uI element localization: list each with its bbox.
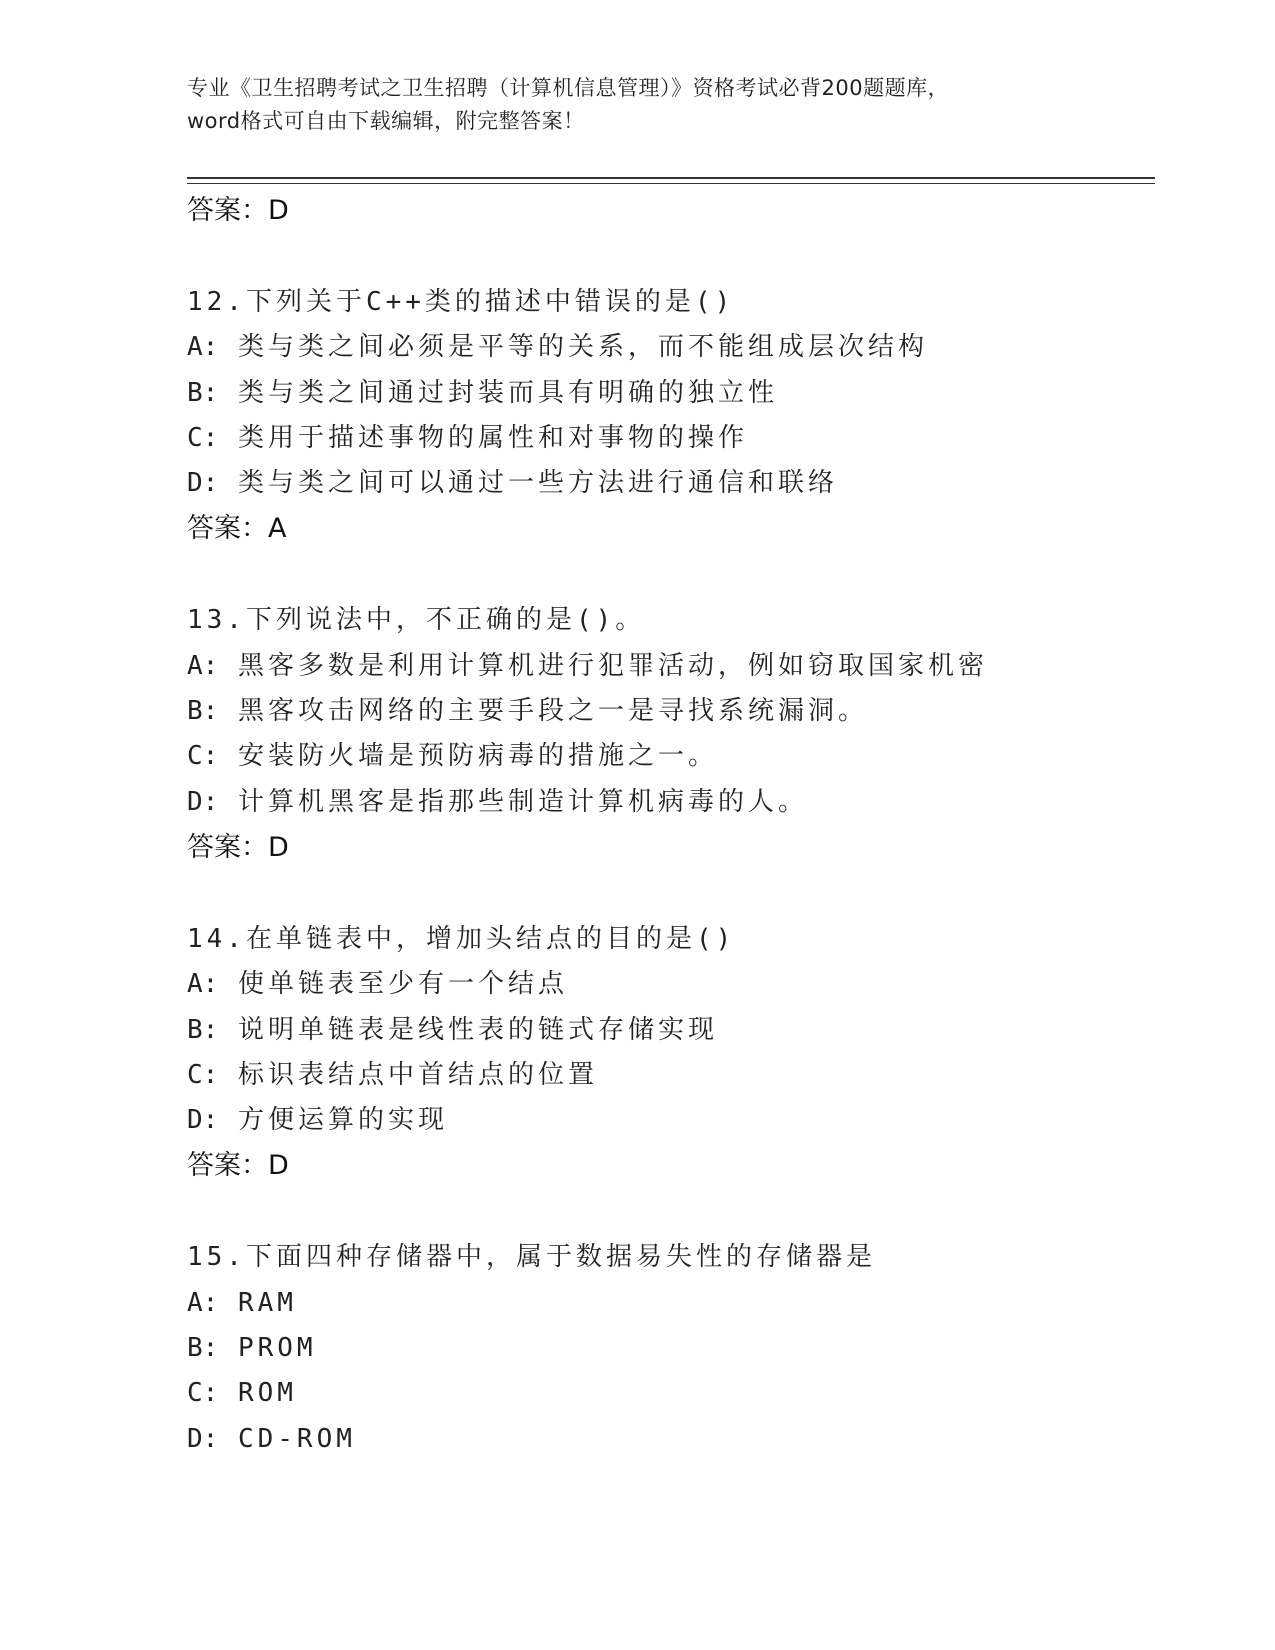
option-d: D: CD-ROM — [187, 1423, 356, 1454]
document-header — [187, 72, 1087, 138]
option-d: D: 方便运算的实现 — [187, 1105, 448, 1136]
header-line-2: word格式可自由下载编辑，附完整答案！ — [187, 109, 585, 133]
question-stem: 14.在单链表中，增加头结点的目的是() — [187, 923, 736, 954]
option-c: C: 安装防火墙是预防病毒的措施之一。 — [187, 741, 718, 772]
answer-line: 答案：D — [187, 1150, 289, 1182]
option-b: B: 类与类之间通过封装而具有明确的独立性 — [187, 377, 778, 408]
option-c: C: 标识表结点中首结点的位置 — [187, 1059, 598, 1090]
option-d: D: 类与类之间可以通过一些方法进行通信和联络 — [187, 468, 838, 499]
question-block — [187, 1235, 1147, 1461]
answer-line: 答案：A — [187, 513, 287, 545]
question-stem: 12.下列关于C++类的描述中错误的是() — [187, 287, 735, 317]
question-stem: 13.下列说法中，不正确的是()。 — [187, 605, 646, 636]
question-block — [187, 280, 1147, 551]
option-a: A: 黑客多数是利用计算机进行犯罪活动，例如窃取国家机密 — [187, 650, 988, 681]
option-c: C: ROM — [187, 1378, 297, 1409]
option-a: A: 使单链表至少有一个结点 — [187, 969, 568, 1000]
answer-line: 答案：D — [187, 195, 289, 226]
option-a: A: RAM — [187, 1287, 297, 1318]
option-b: B: PROM — [187, 1333, 317, 1364]
header-divider-thin — [187, 183, 1155, 184]
option-b: B: 说明单链表是线性表的链式存储实现 — [187, 1014, 718, 1045]
option-a: A: 类与类之间必须是平等的关系，而不能组成层次结构 — [187, 332, 928, 363]
answer-line: 答案：D — [187, 831, 289, 863]
question-stem: 15.下面四种存储器中，属于数据易失性的存储器是 — [187, 1242, 876, 1273]
question-list — [187, 188, 1147, 1462]
header-divider-thick — [187, 177, 1155, 179]
option-c: C: 类用于描述事物的属性和对事物的操作 — [187, 422, 748, 453]
question-block — [187, 917, 1147, 1188]
question-block — [187, 598, 1147, 869]
header-line-1: 专业《卫生招聘考试之卫生招聘（计算机信息管理）》资格考试必背200题题库， — [187, 76, 950, 100]
option-d: D: 计算机黑客是指那些制造计算机病毒的人。 — [187, 786, 808, 817]
option-b: B: 黑客攻击网络的主要手段之一是寻找系统漏洞。 — [187, 696, 868, 727]
